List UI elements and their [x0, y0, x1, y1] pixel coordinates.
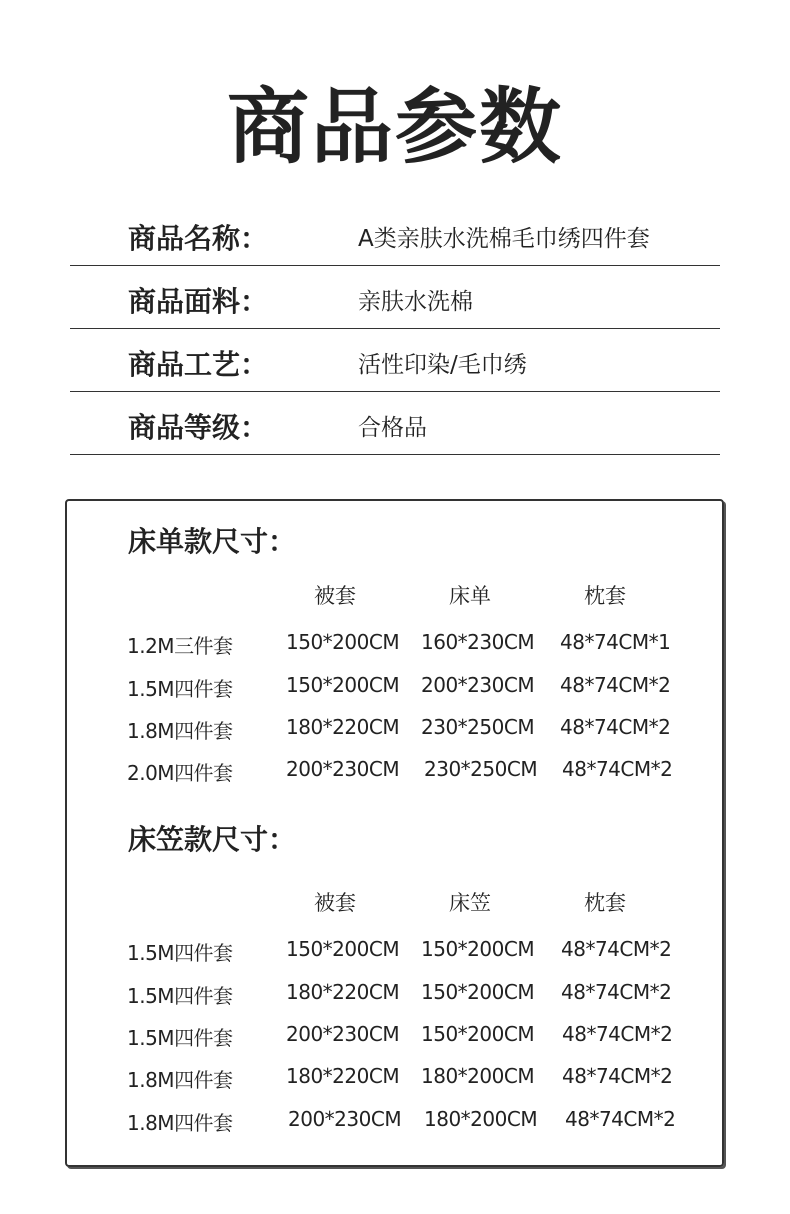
table-cell: 180*220CM — [286, 1064, 400, 1088]
param-value: 活性印染/毛巾绣 — [358, 352, 527, 378]
sheet-size-title: 床单款尺寸： — [128, 525, 297, 558]
param-row-fabric — [70, 266, 720, 329]
table-cell: 150*200CM — [286, 937, 400, 961]
table-cell: 200*230CM — [286, 757, 400, 781]
table-cell: 160*230CM — [421, 630, 535, 654]
table-cell: 150*200CM — [421, 1022, 535, 1046]
table-cell: 150*200CM — [421, 980, 535, 1004]
table-cell: 1.5M四件套 — [127, 984, 233, 1008]
page-title: 商品参数 — [226, 80, 563, 175]
table-cell: 230*250CM — [421, 715, 535, 739]
col-header: 枕套 — [584, 891, 626, 915]
table-cell: 200*230CM — [421, 673, 535, 697]
param-value: A类亲肤水洗棉毛巾绣四件套 — [358, 226, 650, 252]
param-label: 商品面料： — [128, 285, 269, 318]
col-header: 枕套 — [584, 584, 626, 608]
col-header: 床笠 — [449, 891, 491, 915]
col-header: 被套 — [314, 584, 356, 608]
table-cell: 48*74CM*2 — [565, 1107, 676, 1131]
table-cell: 48*74CM*2 — [562, 1064, 673, 1088]
table-cell: 48*74CM*2 — [562, 1022, 673, 1046]
col-header: 被套 — [314, 891, 356, 915]
table-cell: 150*200CM — [421, 937, 535, 961]
table-cell: 150*200CM — [286, 673, 400, 697]
table-cell: 48*74CM*1 — [560, 630, 671, 654]
table-cell: 48*74CM*2 — [562, 757, 673, 781]
table-cell: 180*200CM — [424, 1107, 538, 1131]
fitted-size-title: 床笠款尺寸： — [128, 823, 297, 856]
table-cell: 200*230CM — [288, 1107, 402, 1131]
table-cell: 180*200CM — [421, 1064, 535, 1088]
table-cell: 180*220CM — [286, 715, 400, 739]
table-cell: 1.5M四件套 — [127, 677, 233, 701]
table-cell: 1.8M四件套 — [127, 719, 233, 743]
table-cell: 1.5M四件套 — [127, 1026, 233, 1050]
table-cell: 48*74CM*2 — [561, 937, 672, 961]
param-label: 商品等级： — [128, 411, 269, 444]
param-row-craft — [70, 329, 720, 392]
table-cell: 230*250CM — [424, 757, 538, 781]
table-cell: 200*230CM — [286, 1022, 400, 1046]
param-label: 商品工艺： — [128, 348, 269, 381]
param-row-grade — [70, 392, 720, 455]
param-row-name — [70, 203, 720, 266]
table-cell: 2.0M四件套 — [127, 761, 233, 785]
table-cell: 150*200CM — [286, 630, 400, 654]
table-cell: 1.8M四件套 — [127, 1111, 233, 1135]
param-label: 商品名称： — [128, 222, 269, 255]
param-value: 亲肤水洗棉 — [358, 289, 473, 315]
table-cell: 1.2M三件套 — [127, 634, 233, 658]
col-header: 床单 — [449, 584, 491, 608]
table-cell: 1.5M四件套 — [127, 941, 233, 965]
param-value: 合格品 — [358, 415, 427, 441]
table-cell: 1.8M四件套 — [127, 1068, 233, 1092]
table-cell: 48*74CM*2 — [560, 673, 671, 697]
product-params — [70, 203, 720, 455]
table-cell: 48*74CM*2 — [561, 980, 672, 1004]
table-cell: 48*74CM*2 — [560, 715, 671, 739]
table-cell: 180*220CM — [286, 980, 400, 1004]
